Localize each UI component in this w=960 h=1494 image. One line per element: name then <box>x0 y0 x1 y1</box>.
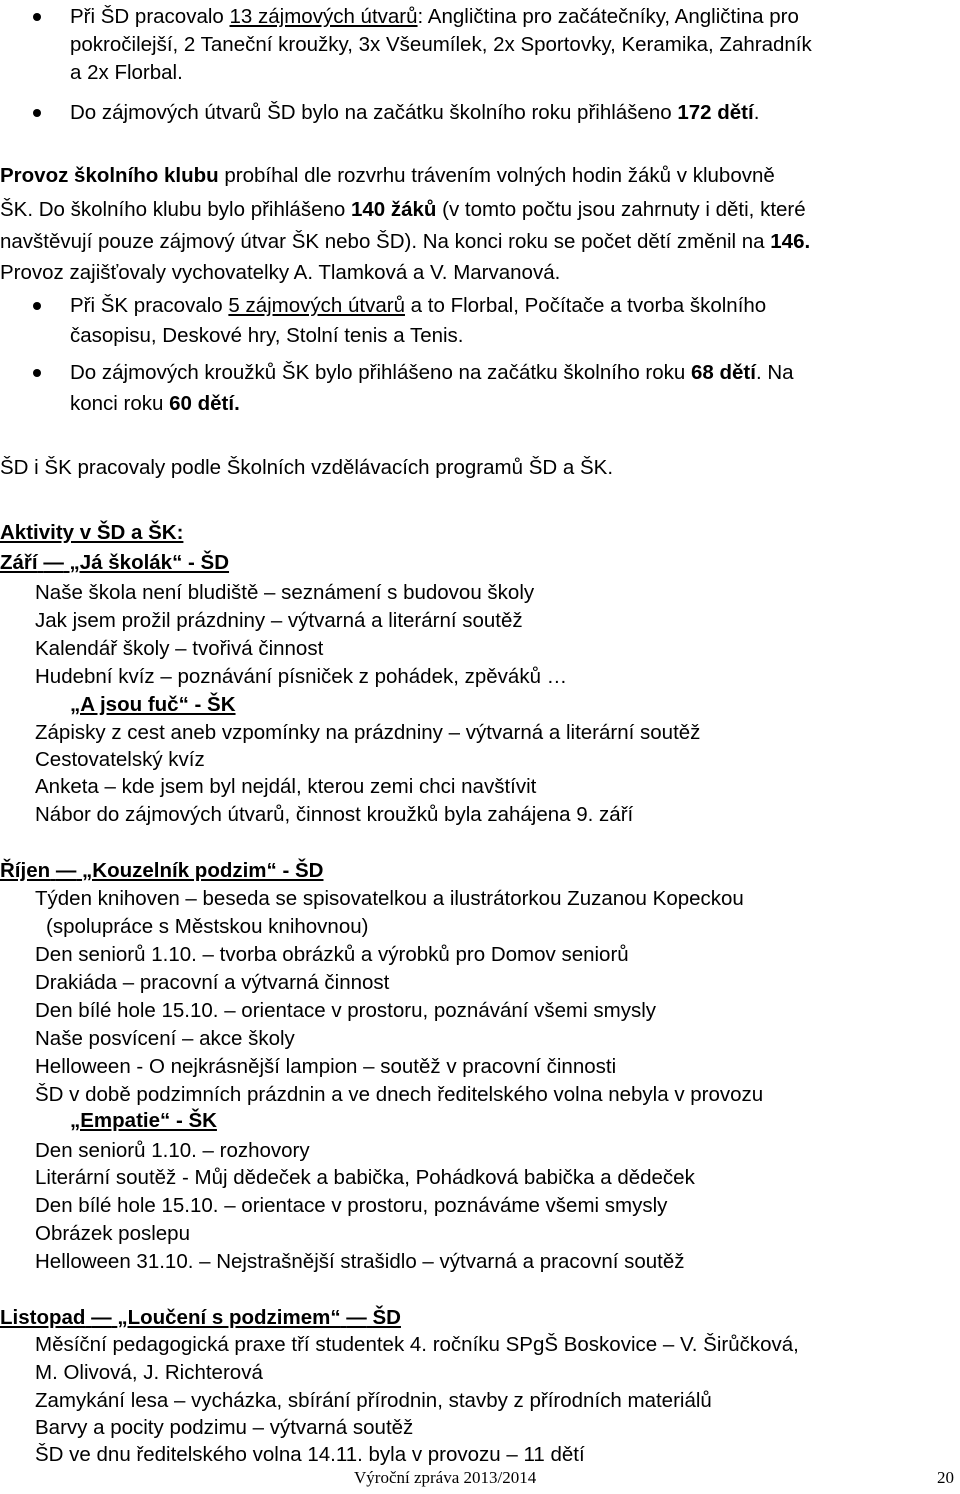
activity-item: M. Olivová, J. Richterová <box>35 1361 263 1384</box>
activity-item: Týden knihoven – beseda se spisovatelkou a ilustrátorkou Zuzanou Kopeckou <box>35 887 744 910</box>
activity-item: Den seniorů 1.10. – rozhovory <box>35 1139 310 1162</box>
subsection-heading: „Empatie“ - ŠK <box>70 1109 217 1132</box>
activity-item: Helloween 31.10. – Nejstrašnější strašidlo – výtvarná a pracovní soutěž <box>35 1250 685 1273</box>
paragraph-line: ŠK. Do školního klubu bylo přihlášeno 140 žáků (v tomto počtu jsou zahrnuty i děti, které <box>0 198 806 221</box>
page-number: 20 <box>937 1468 954 1487</box>
activity-item: Drakiáda – pracovní a výtvarná činnost <box>35 971 390 994</box>
paragraph-line: Provoz zajišťovaly vychovatelky A. Tlamková a V. Marvanová. <box>0 261 561 284</box>
paragraph-line: navštěvují pouze zájmový útvar ŠK nebo ŠD). Na konci roku se počet dětí změnil na 146. <box>0 230 811 253</box>
paragraph-line: Provoz školního klubu probíhal dle rozvrhu trávením volných hodin žáků v klubovně <box>0 164 775 187</box>
activity-item: Jak jsem prožil prázdniny – výtvarná a literární soutěž <box>35 609 523 632</box>
activity-item: Helloween - O nejkrásnější lampion – soutěž v pracovní činnosti <box>35 1055 617 1078</box>
activity-item: Měsíční pedagogická praxe tří studentek 4. ročníku SPgŠ Boskovice – V. Širůčková, <box>35 1333 799 1356</box>
activity-item: Kalendář školy – tvořivá činnost <box>35 637 324 660</box>
bullet-text: časopisu, Deskové hry, Stolní tenis a Tenis. <box>70 324 464 347</box>
activity-item: Den bílé hole 15.10. – orientace v prostoru, poznávání všemi smysly <box>35 999 657 1022</box>
activity-item: Naše škola není bludiště – seznámení s budovou školy <box>35 581 535 604</box>
activity-item: Barvy a pocity podzimu – výtvarná soutěž <box>35 1416 414 1439</box>
month-heading-september: Září — „Já školák“ - ŠD <box>0 551 230 574</box>
programs-statement: ŠD i ŠK pracovaly podle Školních vzdělávacích programů ŠD a ŠK. <box>0 456 614 479</box>
activity-item: Zápisky z cest aneb vzpomínky na prázdniny – výtvarná a literární soutěž <box>35 721 701 744</box>
activity-item: Literární soutěž - Můj dědeček a babička, Pohádková babička a dědeček <box>35 1166 695 1189</box>
activity-item: Naše posvícení – akce školy <box>35 1027 295 1050</box>
bullet-text: Při ŠD pracovalo 13 zájmových útvarů: Angličtina pro začátečníky, Angličtina pro <box>70 5 799 28</box>
bullet-text: a 2x Florbal. <box>70 61 183 84</box>
footer-title: Výroční zpráva 2013/2014 <box>354 1468 537 1487</box>
activity-item: Obrázek poslepu <box>35 1222 190 1245</box>
activities-heading: Aktivity v ŠD a ŠK: <box>0 521 184 544</box>
bullet-text: pokročilejší, 2 Taneční kroužky, 3x Všeumílek, 2x Sportovky, Keramika, Zahradník <box>70 33 812 56</box>
underlined-count: 5 zájmových útvarů <box>228 294 405 317</box>
bullet-text: konci roku 60 dětí. <box>70 392 240 415</box>
subsection-heading: „A jsou fuč“ - ŠK <box>70 693 236 716</box>
bullet-icon <box>33 302 41 310</box>
activity-item: Anketa – kde jsem byl nejdál, kterou zemi chci navštívit <box>35 775 537 798</box>
activity-item: (spolupráce s Městskou knihovnou) <box>46 915 369 938</box>
underlined-count: 13 zájmových útvarů <box>229 5 418 28</box>
bullet-icon <box>33 13 41 21</box>
activity-item: Cestovatelský kvíz <box>35 748 205 771</box>
activity-item: Nábor do zájmových útvarů, činnost kroužků byla zahájena 9. září <box>35 803 634 826</box>
bullet-text: Při ŠK pracovalo 5 zájmových útvarů a to Florbal, Počítače a tvorba školního <box>70 294 767 317</box>
bullet-text: Do zájmových kroužků ŠK bylo přihlášeno na začátku školního roku 68 dětí. Na <box>70 361 794 384</box>
bullet-icon <box>33 369 41 377</box>
month-heading-october: Říjen — „Kouzelník podzim“ - ŠD <box>0 859 324 882</box>
activity-item: Den bílé hole 15.10. – orientace v prostoru, poznáváme všemi smysly <box>35 1194 668 1217</box>
activity-item: Hudební kvíz – poznávání písniček z pohádek, zpěváků … <box>35 665 568 688</box>
bullet-icon <box>33 109 41 117</box>
bullet-text: Do zájmových útvarů ŠD bylo na začátku školního roku přihlášeno 172 dětí. <box>70 101 760 124</box>
activity-item: ŠD ve dnu ředitelského volna 14.11. byla v provozu – 11 dětí <box>35 1443 585 1466</box>
activity-item: Den seniorů 1.10. – tvorba obrázků a výrobků pro Domov seniorů <box>35 943 629 966</box>
activity-item: Zamykání lesa – vycházka, sbírání přírodnin, stavby z přírodních materiálů <box>35 1389 712 1412</box>
month-heading-november: Listopad — „Loučení s podzimem“ — ŠD <box>0 1306 401 1329</box>
activity-item: ŠD v době podzimních prázdnin a ve dnech ředitelského volna nebyla v provozu <box>35 1083 764 1106</box>
